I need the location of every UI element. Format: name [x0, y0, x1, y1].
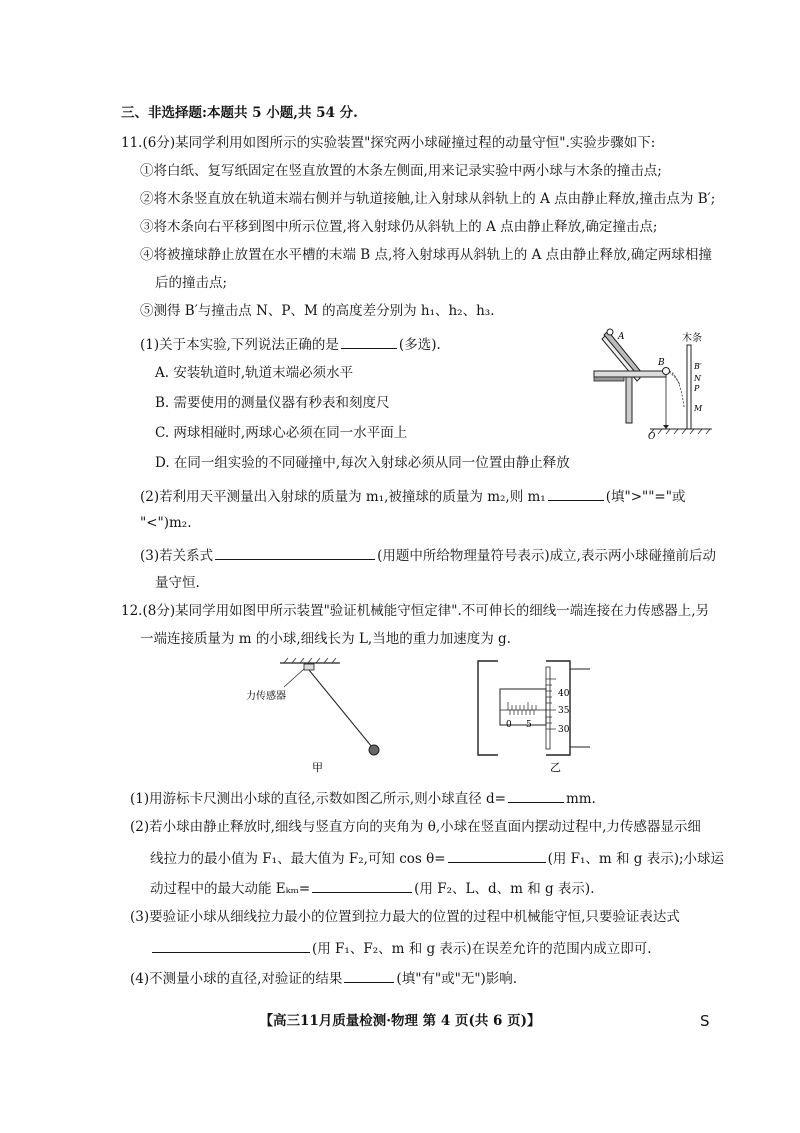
q12-part2-line3 — [150, 878, 595, 898]
q11-option-d: D. 在同一组实验的不同碰撞中,每次入射球必须从同一位置由静止释放 — [155, 455, 570, 471]
label-p: P — [694, 384, 700, 393]
q11-part2 — [140, 486, 685, 506]
collision-apparatus-figure — [590, 325, 715, 440]
q12-part2-cos-tail: (用 F₁、m 和 g 表示);小球运 — [547, 851, 725, 867]
caliper-figure — [470, 655, 610, 775]
q11-step-1: ①将白纸、复写纸固定在竖直放置的木条左侧面,用来记录实验中两小球与木条的撞击点; — [140, 163, 662, 179]
main-scale-5: 5 — [526, 720, 532, 730]
q12-part3-answer-blank[interactable] — [152, 938, 310, 953]
label-n: N — [694, 374, 701, 383]
q12-part1-answer-blank[interactable] — [508, 788, 564, 803]
q12-part3-line2 — [150, 938, 652, 958]
q11-option-c: C. 两球相碰时,两球心必须在同一水平面上 — [155, 425, 408, 441]
q11-part3-answer-blank[interactable] — [215, 545, 375, 560]
thimble-35: 35 — [558, 706, 570, 716]
pendulum-figure — [240, 655, 400, 775]
label-b-prime: B′ — [694, 362, 702, 371]
q12-part2-cos-text: 线拉力的最小值为 F₁、最大值为 F₂,可知 cos θ= — [150, 851, 446, 867]
q11-step-4-cont: 后的撞击点; — [155, 275, 228, 291]
q12-part4-answer-blank[interactable] — [344, 968, 394, 983]
q11-part2-cont: "<")m₂. — [140, 515, 192, 531]
q12-intro-cont: 一端连接质量为 m 的小球,细线长为 L,当地的重力加速度为 g. — [140, 631, 511, 647]
main-scale-0: 0 — [506, 720, 512, 730]
caption-yi: 乙 — [550, 761, 561, 774]
q12-part4 — [130, 968, 517, 988]
caption-jia: 甲 — [312, 761, 323, 774]
page-footer: 【高三11月质量检测·物理 第 4 页(共 6 页)】 — [259, 1013, 541, 1029]
thimble-30: 30 — [558, 725, 570, 735]
q11-part2-text: (2)若利用天平测量出入射球的质量为 m₁,被撞球的质量为 m₂,则 m₁ — [140, 489, 546, 505]
q12-part1 — [130, 788, 596, 808]
page-letter: S — [700, 1012, 710, 1030]
label-b: B — [658, 358, 665, 368]
q11-option-b: B. 需要使用的测量仪器有秒表和刻度尺 — [155, 395, 390, 411]
q12-part2: (2)若小球由静止释放时,细线与竖直方向的夹角为 θ,小球在竖直面内摆动过程中,力传感器显示细 — [130, 819, 701, 835]
q12-part3: (3)要验证小球从细线拉力最小的位置到拉力最大的位置的过程中机械能守恒,只要验证表达式 — [130, 909, 680, 925]
q12-part1-tail: mm. — [565, 791, 596, 807]
q12-part2-ek-tail: (用 F₂、L、d、m 和 g 表示). — [414, 881, 595, 897]
q11-part3-tail: (用题中所给物理量符号表示)成立,表示两小球碰撞前后动 — [377, 548, 716, 564]
q11-part3-cont: 量守恒. — [155, 575, 200, 591]
label-mutiao: 木条 — [682, 333, 702, 344]
q12-part2-ek-blank[interactable] — [312, 878, 412, 893]
q11-step-5: ⑤测得 B′与撞击点 N、P、M 的高度差分别为 h₁、h₂、h₃. — [140, 303, 495, 319]
q11-part3-text: (3)若关系式 — [140, 548, 214, 564]
q12-part2-ek-text: 动过程中的最大动能 Eₖₘ= — [150, 881, 311, 897]
q11-part1 — [140, 334, 441, 354]
q11-step-2: ②将木条竖直放在轨道末端右侧并与轨道接触,让入射球从斜轨上的 A 点由静止释放,撞击点为 B′; — [140, 191, 716, 207]
q12-part4-tail: (填"有"或"无")影响. — [396, 971, 518, 987]
q11-step-4: ④将被撞球静止放置在水平槽的末端 B 点,将入射球再从斜轨上的 A 点由静止释放,确定两球相撞 — [140, 247, 712, 263]
q11-option-a: A. 安装轨道时,轨道末端必须水平 — [155, 365, 354, 381]
q11-part1-answer-blank[interactable] — [341, 334, 397, 349]
q11-part2-tail: (填">""="或 — [605, 489, 686, 505]
q11-intro: 11.(6分)某同学利用如图所示的实验装置"探究两小球碰撞过程的动量守恒".实验步骤如下: — [121, 135, 656, 151]
q11-step-3: ③将木条向右平移到图中所示位置,将入射球仍从斜轨上的 A 点由静止释放,确定撞击点; — [140, 219, 658, 235]
label-m: M — [694, 404, 703, 413]
thimble-40: 40 — [558, 689, 570, 699]
label-o: O — [648, 432, 656, 440]
label-force-sensor: 力传感器 — [246, 691, 286, 702]
q12-part3-tail: (用 F₁、F₂、m 和 g 表示)在误差允许的范围内成立即可. — [312, 941, 652, 957]
q11-part1-text: (1)关于本实验,下列说法正确的是 — [140, 337, 339, 353]
q11-part3 — [140, 545, 716, 565]
q12-part2-cos-blank[interactable] — [448, 848, 546, 863]
q12-part4-text: (4)不测量小球的直径,对验证的结果 — [130, 971, 343, 987]
label-a: A — [618, 332, 625, 342]
section-heading: 三、非选择题:本题共 5 小题,共 54 分. — [121, 105, 358, 121]
q12-part1-text: (1)用游标卡尺测出小球的直径,示数如图乙所示,则小球直径 d= — [130, 791, 506, 807]
q12-part2-line2 — [150, 848, 724, 868]
q11-part1-tail: (多选). — [398, 337, 441, 353]
q11-part2-answer-blank[interactable] — [548, 486, 604, 501]
q12-intro: 12.(8分)某同学用如图甲所示装置"验证机械能守恒定律".不可伸长的细线一端连接在力传感器上,另 — [121, 603, 710, 619]
